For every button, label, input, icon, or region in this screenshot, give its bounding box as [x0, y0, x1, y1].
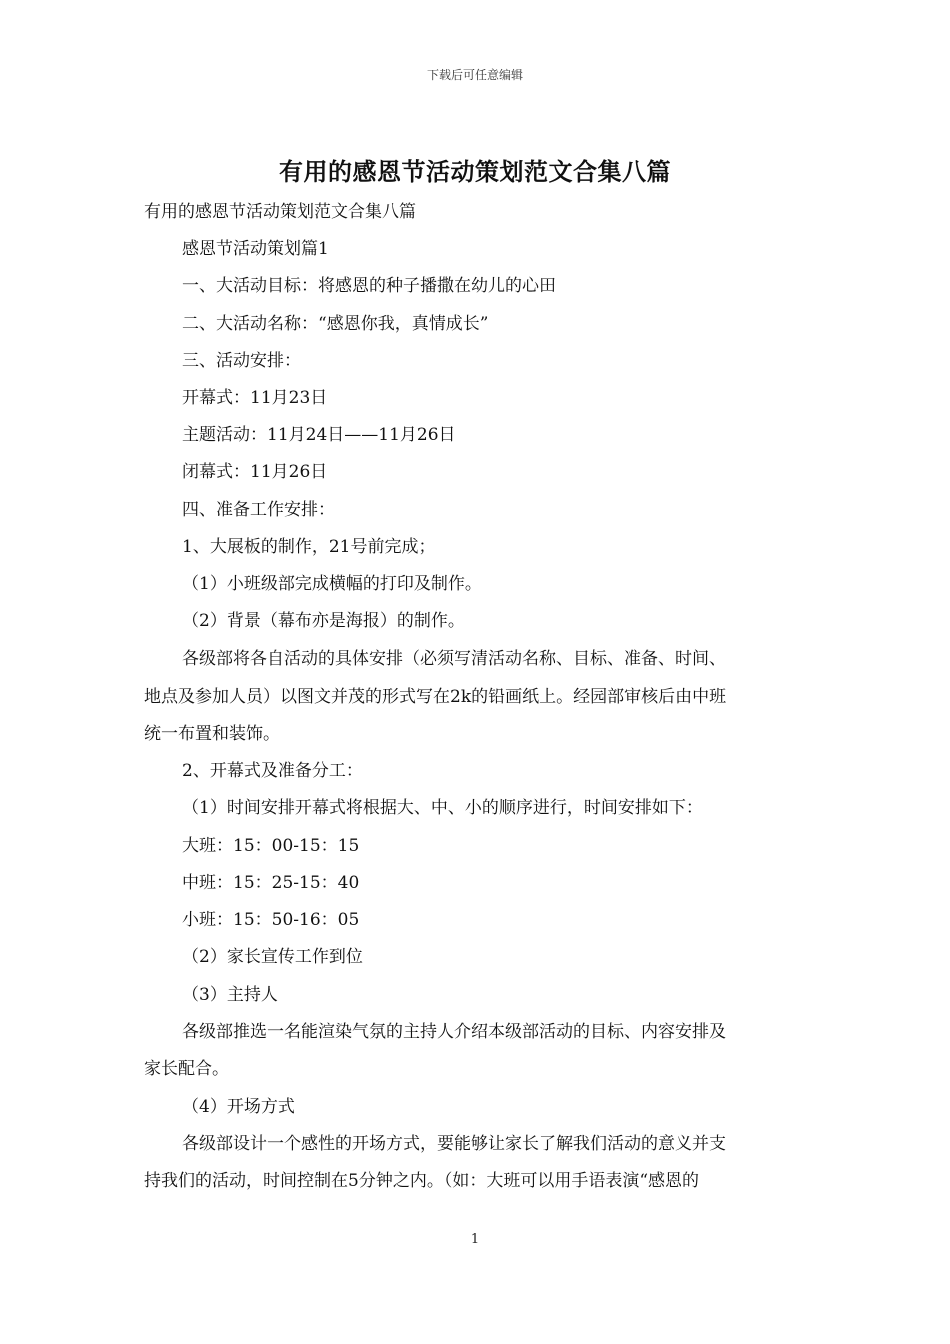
paragraph: （3）主持人: [182, 985, 278, 1005]
page-header-note: 下载后可任意编辑: [426, 68, 523, 82]
paragraph-subtitle: 有用的感恩节活动策划范文合集八篇: [144, 202, 416, 222]
paragraph: （2）背景（幕布亦是海报）的制作。: [182, 611, 465, 631]
paragraph-continuation: 持我们的活动，时间控制在5分钟之内。（如：大班可以用手语表演“感恩的: [144, 1171, 700, 1191]
paragraph: 各级部设计一个感性的开场方式，要能够让家长了解我们活动的意义并支: [182, 1134, 726, 1154]
paragraph: 大班：15：00-15：15: [182, 836, 360, 856]
page-number: 1: [470, 1232, 480, 1247]
paragraph: 各级部将各自活动的具体安排（必须写清活动名称、目标、准备、时间、: [182, 649, 726, 669]
paragraph: （1）时间安排开幕式将根据大、中、小的顺序进行，时间安排如下：: [182, 798, 703, 818]
paragraph: 小班：15：50-16：05: [182, 910, 360, 930]
paragraph: （4）开场方式: [182, 1097, 295, 1117]
paragraph: 四、准备工作安排：: [182, 500, 335, 520]
paragraph: （1）小班级部完成横幅的打印及制作。: [182, 574, 482, 594]
paragraph: 一、大活动目标：将感恩的种子播撒在幼儿的心田: [182, 276, 556, 296]
paragraph-continuation: 统一布置和装饰。: [144, 724, 280, 744]
paragraph: 2、开幕式及准备分工：: [182, 761, 363, 781]
paragraph: 开幕式：11月23日: [182, 388, 328, 408]
paragraph: （2）家长宣传工作到位: [182, 947, 363, 967]
document-title: 有用的感恩节活动策划范文合集八篇: [279, 157, 671, 186]
paragraph-continuation: 地点及参加人员）以图文并茂的形式写在2k的铅画纸上。经园部审核后由中班: [144, 687, 727, 707]
paragraph: 1、大展板的制作，21号前完成；: [182, 537, 436, 557]
paragraph: 中班：15：25-15：40: [182, 873, 360, 893]
paragraph: 二、大活动名称：“感恩你我，真情成长”: [182, 314, 489, 334]
paragraph: 各级部推选一名能渲染气氛的主持人介绍本级部活动的目标、内容安排及: [182, 1022, 726, 1042]
paragraph: 主题活动：11月24日——11月26日: [182, 425, 456, 445]
paragraph-continuation: 家长配合。: [144, 1059, 229, 1079]
paragraph: 三、活动安排：: [182, 351, 301, 371]
section-heading: 感恩节活动策划篇1: [182, 239, 329, 259]
paragraph: 闭幕式：11月26日: [182, 462, 328, 482]
